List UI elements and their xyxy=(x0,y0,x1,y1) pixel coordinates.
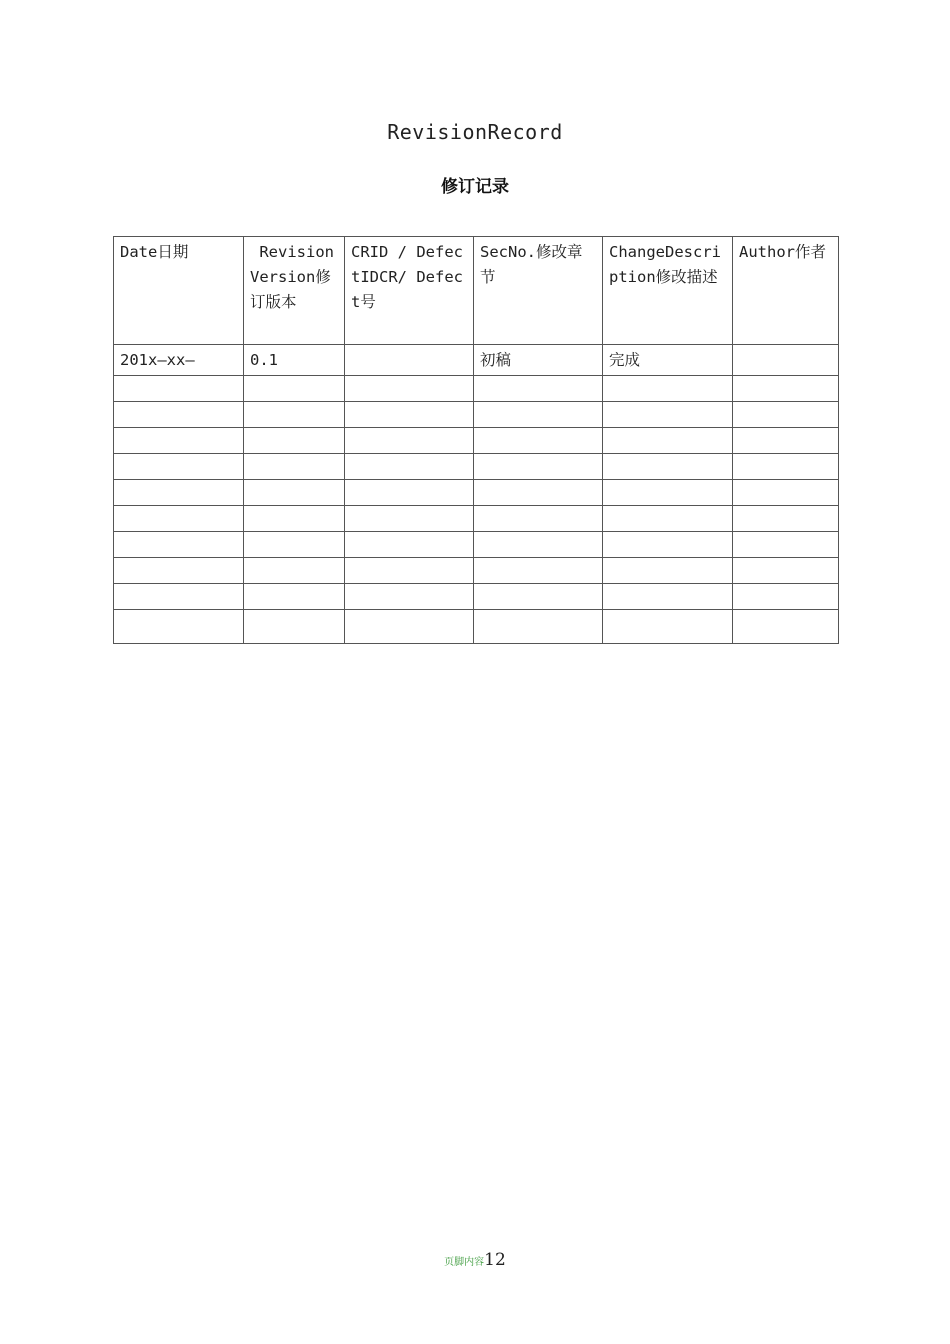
table-row xyxy=(114,480,839,506)
table-row xyxy=(114,532,839,558)
table-cell xyxy=(603,376,733,402)
table-cell xyxy=(733,610,839,644)
table-row xyxy=(114,428,839,454)
table-cell xyxy=(474,376,603,402)
revision-table xyxy=(113,236,839,644)
cell-revision-version: 0.1 xyxy=(244,345,345,376)
table-row xyxy=(114,345,839,376)
table-cell xyxy=(244,454,345,480)
table-cell xyxy=(345,610,474,644)
header-date: Date日期 xyxy=(114,237,244,345)
page-footer xyxy=(0,1250,950,1270)
table-cell xyxy=(474,454,603,480)
table-cell xyxy=(474,402,603,428)
cell-date: 201x—xx— xyxy=(114,345,244,376)
table-row xyxy=(114,506,839,532)
table-cell xyxy=(733,402,839,428)
table-cell xyxy=(114,428,244,454)
table-cell xyxy=(474,428,603,454)
table-cell xyxy=(345,558,474,584)
header-author: Author作者 xyxy=(733,237,839,345)
table-cell xyxy=(345,454,474,480)
header-section: SecNo.修改章节 xyxy=(474,237,603,345)
table-row xyxy=(114,454,839,480)
table-cell xyxy=(733,428,839,454)
table-cell xyxy=(345,402,474,428)
table-cell xyxy=(114,402,244,428)
table-cell xyxy=(114,480,244,506)
table-cell xyxy=(603,506,733,532)
table-cell xyxy=(244,480,345,506)
table-cell xyxy=(603,428,733,454)
table-cell xyxy=(474,610,603,644)
table-cell xyxy=(474,558,603,584)
table-cell xyxy=(603,454,733,480)
table-cell xyxy=(244,610,345,644)
footer-note: 页脚内容 xyxy=(444,1257,485,1268)
header-crid: CRID / DefectIDCR/ Defect号 xyxy=(345,237,474,345)
header-change-description: ChangeDescription修改描述 xyxy=(603,237,733,345)
table-cell xyxy=(114,610,244,644)
table-row xyxy=(114,558,839,584)
table-cell xyxy=(114,376,244,402)
table-cell xyxy=(603,558,733,584)
table-cell xyxy=(345,532,474,558)
table-cell xyxy=(603,584,733,610)
cell-section: 初稿 xyxy=(474,345,603,376)
table-row xyxy=(114,402,839,428)
table-cell xyxy=(474,480,603,506)
table-cell xyxy=(474,506,603,532)
table-cell xyxy=(733,454,839,480)
table-cell xyxy=(345,584,474,610)
table-cell xyxy=(114,584,244,610)
table-cell xyxy=(244,428,345,454)
table-cell xyxy=(345,506,474,532)
table-cell xyxy=(603,532,733,558)
table-cell xyxy=(114,454,244,480)
table-cell xyxy=(733,506,839,532)
table-cell xyxy=(114,532,244,558)
table-row xyxy=(114,376,839,402)
table-cell xyxy=(114,558,244,584)
table-cell xyxy=(733,532,839,558)
cell-change-description: 完成 xyxy=(603,345,733,376)
table-cell xyxy=(244,402,345,428)
table-row xyxy=(114,610,839,644)
table-cell xyxy=(345,376,474,402)
table-header-row xyxy=(114,237,839,345)
page-number: 12 xyxy=(484,1250,506,1270)
table-cell xyxy=(114,506,244,532)
cell-author xyxy=(733,345,839,376)
page-title: RevisionRecord xyxy=(387,120,563,144)
table-row xyxy=(114,584,839,610)
table-cell xyxy=(345,428,474,454)
table-cell xyxy=(603,480,733,506)
table-cell xyxy=(474,584,603,610)
table-cell xyxy=(244,558,345,584)
table-cell xyxy=(603,402,733,428)
table-cell xyxy=(244,584,345,610)
header-revision-version: Revision Version修订版本 xyxy=(244,237,345,345)
table-cell xyxy=(244,532,345,558)
table-cell xyxy=(345,480,474,506)
table-cell xyxy=(244,506,345,532)
table-cell xyxy=(474,532,603,558)
table-cell xyxy=(733,376,839,402)
table-cell xyxy=(244,376,345,402)
table-cell xyxy=(603,610,733,644)
table-cell xyxy=(733,558,839,584)
table-cell xyxy=(733,480,839,506)
page-subtitle: 修订记录 xyxy=(441,177,509,197)
cell-crid xyxy=(345,345,474,376)
table-cell xyxy=(733,584,839,610)
